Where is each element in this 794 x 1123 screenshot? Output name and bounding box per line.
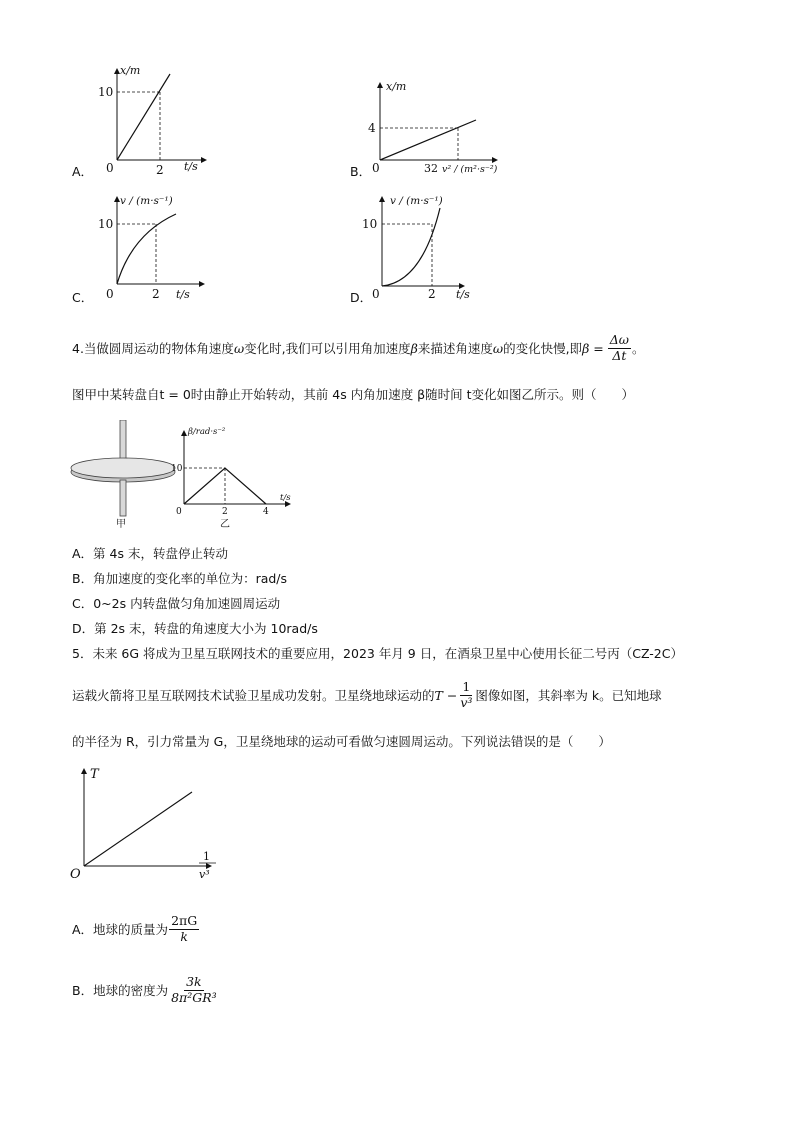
q5-graph-origin: O [70,867,81,882]
graph-a-ylabel: x/m [120,64,141,77]
graph-a-origin: 0 [106,161,114,175]
graph-option-c [72,190,212,304]
q4-line1-mid3: 的变化快慢,即 [503,341,583,356]
q5-option-a-num: 2πG [171,913,198,929]
q4-frac-den: Δt [612,347,627,363]
q5-line2-post: 图像如图，其斜率为 k。已知地球 [475,688,662,703]
q5-option-a-fraction [169,914,199,944]
q5-option-a-text: A．地球的质量为 [72,922,169,937]
graph-c-svg [72,190,212,304]
q4-line1-pre: 4.当做圆周运动的物体角速度 [72,341,234,356]
q5-option-b-text: B．地球的密度为 [72,983,169,998]
q5-graph-svg [70,762,230,888]
q5-option-b-den: 8π²GR³ [171,989,217,1005]
q4-line2: 图甲中某转盘自t = 0时由静止开始转动，其前 4s 内角加速度 β随时间 t变化如图乙所示。则（ ） [72,387,635,402]
q4-beta-1: β [410,340,418,356]
graph-a-xlabel: t/s [184,160,198,173]
q5-graph [70,762,230,888]
q5-line2-frac-den: v³ [460,694,473,710]
q5-line2-frac-num: 1 [462,679,471,695]
graph-a-line [117,74,170,160]
graph-d-xtick: 2 [428,287,436,301]
graph-c-xlabel: t/s [176,288,190,301]
q5-option-b-fraction [169,975,219,1005]
q4-line1-end: 。 [631,341,645,356]
graph-b-xlabel: v² / (m²·s⁻²) [442,164,498,175]
beta-graph-xlabel: t/s [280,493,291,503]
beta-graph-xtick-2: 2 [222,507,228,517]
graph-c-xtick: 2 [152,287,160,301]
turntable-illustration [71,420,175,530]
graph-c-curve [117,214,176,284]
q5-line2-fraction [458,680,474,710]
graph-b-ylabel: x/m [386,80,407,93]
beta-graph-xtick-4: 4 [263,507,269,517]
graph-option-d [350,190,510,304]
option-c-letter: C． [72,290,94,305]
q5-option-a-den: k [180,928,188,944]
q4-figure [70,420,295,530]
graph-d-xlabel: t/s [456,288,470,301]
graph-a-xtick: 2 [156,163,164,177]
graph-option-b [350,76,510,180]
q5-option-b-num: 3k [186,974,202,990]
q5-line2 [72,675,662,715]
beta-graph-ytick: 10 [171,464,183,474]
graph-a-ytick: 10 [98,85,114,99]
beta-graph-ylabel: β/rad·s⁻² [188,427,226,437]
graph-option-a [72,62,212,180]
q5-graph-xden: v³ [199,868,210,881]
beta-graph-origin: 0 [176,507,182,517]
q4-option-d: D．第 2s 末，转盘的角速度大小为 10rad/s [72,621,318,636]
q5-option-b [72,970,220,1010]
graph-d-origin: 0 [372,287,380,301]
q5-line1: 5．未来 6G 将成为卫星互联网技术的重要应用，2023 年月 9 日，在酒泉卫星中心使用长征二号丙（CZ-2C） [72,646,683,661]
graph-d-svg [350,190,510,304]
graph-b-origin: 0 [372,161,380,175]
graph-b-ytick: 4 [368,121,376,135]
graph-d-curve [382,208,440,286]
graph-b-line [380,120,476,160]
q5-line2-pre: 运载火箭将卫星互联网技术试验卫星成功发射。卫星绕地球运动的 [72,688,435,703]
caption-jia: 甲 [116,519,126,530]
q5-line2-T: T − [434,687,458,703]
q5-line3: 的半径为 R，引力常量为 G，卫星绕地球的运动可看做匀速圆周运动。下列说法错误的是（ ） [72,734,611,749]
graph-c-origin: 0 [106,287,114,301]
graph-b-svg [350,76,510,180]
q4-omega-2: ω [492,340,504,356]
q5-graph-line [84,792,192,866]
q4-beta-fraction [608,333,631,363]
q4-line1 [72,330,645,366]
q4-figure-svg [70,420,295,530]
graph-d-ylabel: v / (m·s⁻¹) [390,195,443,207]
option-b-letter: B． [350,164,372,179]
option-d-letter: D． [350,290,373,305]
graph-d-ytick: 10 [362,217,378,231]
q5-option-a [72,910,200,948]
caption-yi: 乙 [220,519,230,530]
q5-graph-ylabel: T [90,767,99,782]
q4-omega-1: ω [233,340,245,356]
graph-b-xtick: 32 [424,162,438,175]
q4-line1-mid2: 来描述角速度 [417,341,493,356]
q4-beta-eq: β = [582,340,604,356]
q4-frac-num: Δω [609,332,629,348]
q4-option-a: A．第 4s 末，转盘停止转动 [72,546,228,561]
graph-c-ylabel: v / (m·s⁻¹) [120,195,173,207]
q4-option-c: C．0~2s 内转盘做匀角加速圆周运动 [72,596,281,611]
q5-graph-xnum: 1 [203,850,210,863]
q4-line1-mid: 变化时,我们可以引用角加速度 [244,341,411,356]
q4-option-b: B．角加速度的变化率的单位为：rad/s [72,571,288,586]
graph-c-ytick: 10 [98,217,114,231]
option-a-letter: A． [72,164,94,179]
